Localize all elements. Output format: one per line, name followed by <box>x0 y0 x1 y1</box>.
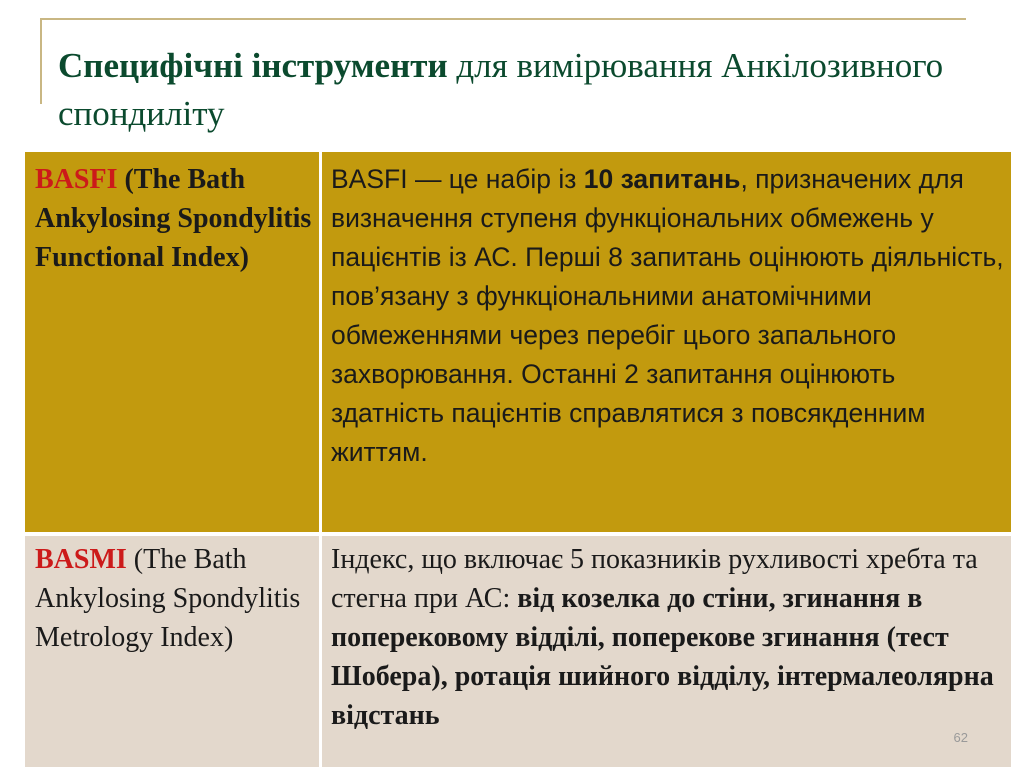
description-bold: від козелка до стіни, згинання в поперековому відділі, поперекове згинання (тест Шобера), ротація шийного відділу, інтермалеолярна відстань <box>331 583 994 731</box>
instruments-table <box>25 152 1011 767</box>
description-bold: 10 запитань <box>583 164 741 194</box>
instrument-full-name: (The Bath Ankylosing Spondylitis Metrology Index) <box>35 544 301 653</box>
instrument-name-cell <box>35 160 315 277</box>
instrument-full-name: (The Bath Ankylosing Spondylitis Functional Index) <box>35 164 312 273</box>
column-divider <box>319 152 322 767</box>
instrument-acronym: BASFI <box>35 164 118 195</box>
title-rest-part: для вимірювання Анкілозивного спондиліту <box>58 46 944 133</box>
table-row <box>25 152 1011 532</box>
instrument-acronym: BASMI <box>35 544 127 575</box>
description-suffix: , призначених для визначення ступеня функціональних обмежень у пацієнтів із АС. Перші 8 запитань оцінюють діяльність, пов’язану з функціональними анатомічними обмеженнями через перебіг цього запального захворювання. Останні 2 запитання оцінюють здатність пацієнтів справлятися з повсякденним життям. <box>331 164 1004 467</box>
row-divider <box>25 532 1011 536</box>
slide-title <box>58 42 988 138</box>
frame-left-line <box>40 18 42 104</box>
instrument-description-cell <box>331 160 1007 472</box>
instrument-name-cell <box>35 540 315 657</box>
description-prefix: Індекс, що включає 5 показників рухливості хребта та стегна при АС: <box>331 544 978 614</box>
slide-number: 62 <box>953 730 968 745</box>
table-row <box>25 536 1011 767</box>
instrument-description-cell <box>331 540 1007 735</box>
frame-top-line <box>40 18 966 20</box>
description-prefix: BASFI — це набір із <box>331 164 584 194</box>
title-bold-part: Специфічні інструменти <box>58 46 448 85</box>
